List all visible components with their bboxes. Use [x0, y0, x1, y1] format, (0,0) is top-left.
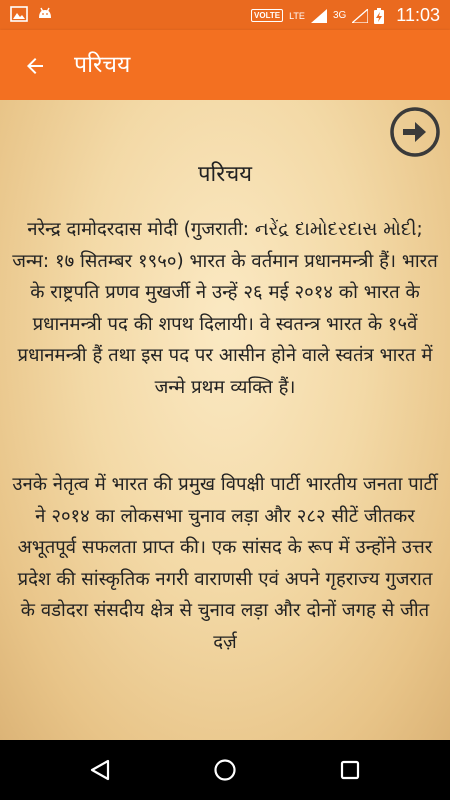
- android-notification-icon: [36, 6, 54, 22]
- clock: 11:03: [396, 5, 440, 25]
- system-status: [251, 5, 440, 26]
- notification-icons: [10, 6, 54, 22]
- paragraph-2: उनके नेतृत्व में भारत की प्रमुख विपक्षी पार्टी भारतीय जनता पार्टी ने २०१४ का लोकसभा चुनाव लड़ा और २८२ सीटें जीतकर अभूतपूर्व सफलता प्राप्त की। एक सांसद के रूप में उन्होंने उत्तर प्रदेश की सांस्कृतिक नगरी वाराणसी एवं अपने गृहराज्य गुजरात के वडोदरा संसदीय क्षेत्र से चुनाव लड़ा और दोनों जगह से जीत दर्ज़: [12, 474, 438, 653]
- paragraph-1: नरेन्द्र दामोदरदास मोदी (गुजराती: નરેંદ્ર દામોદરદાસ મોદી; जन्म: १७ सितम्बर १९५०) भारत के वर्तमान प्रधानमन्त्री हैं। भारत के राष्ट्रपति प्रणव मुखर्जी ने उन्हें २६ मई २०१४ को भारत के प्रधानमन्त्री पद की शपथ दिलायी। वे स्वतन्त्र भारत के १५वें प्रधानमन्त्री हैं तथा इस पद पर आसीन होने वाले स्वतंत्र भारत में जन्मे प्रथम व्यक्ति हैं।: [12, 219, 438, 398]
- next-button[interactable]: [389, 106, 441, 158]
- triangle-back-icon: [89, 758, 111, 782]
- signal-icon: [311, 9, 327, 23]
- circle-home-icon: [213, 758, 237, 782]
- app-bar: [0, 30, 450, 100]
- battery-charging-icon: [374, 8, 384, 24]
- volte-badge: VOLTE: [251, 9, 283, 22]
- nav-recents-button[interactable]: [334, 754, 366, 786]
- back-button[interactable]: [18, 49, 52, 83]
- arrow-right-circle-icon: [392, 109, 438, 155]
- arrow-left-icon: [23, 54, 47, 78]
- image-notification-icon: [10, 6, 28, 22]
- signal-icon-2: [352, 9, 368, 23]
- network-label: 3G: [332, 10, 347, 21]
- square-recents-icon: [339, 759, 361, 781]
- content-area[interactable]: [0, 100, 450, 740]
- status-bar: [0, 0, 450, 30]
- nav-back-button[interactable]: [84, 754, 116, 786]
- nav-home-button[interactable]: [209, 754, 241, 786]
- lte-label: LTE: [289, 10, 305, 21]
- navigation-bar: [0, 740, 450, 800]
- page-title: परिचय: [74, 52, 131, 78]
- content-title: परिचय: [198, 162, 252, 187]
